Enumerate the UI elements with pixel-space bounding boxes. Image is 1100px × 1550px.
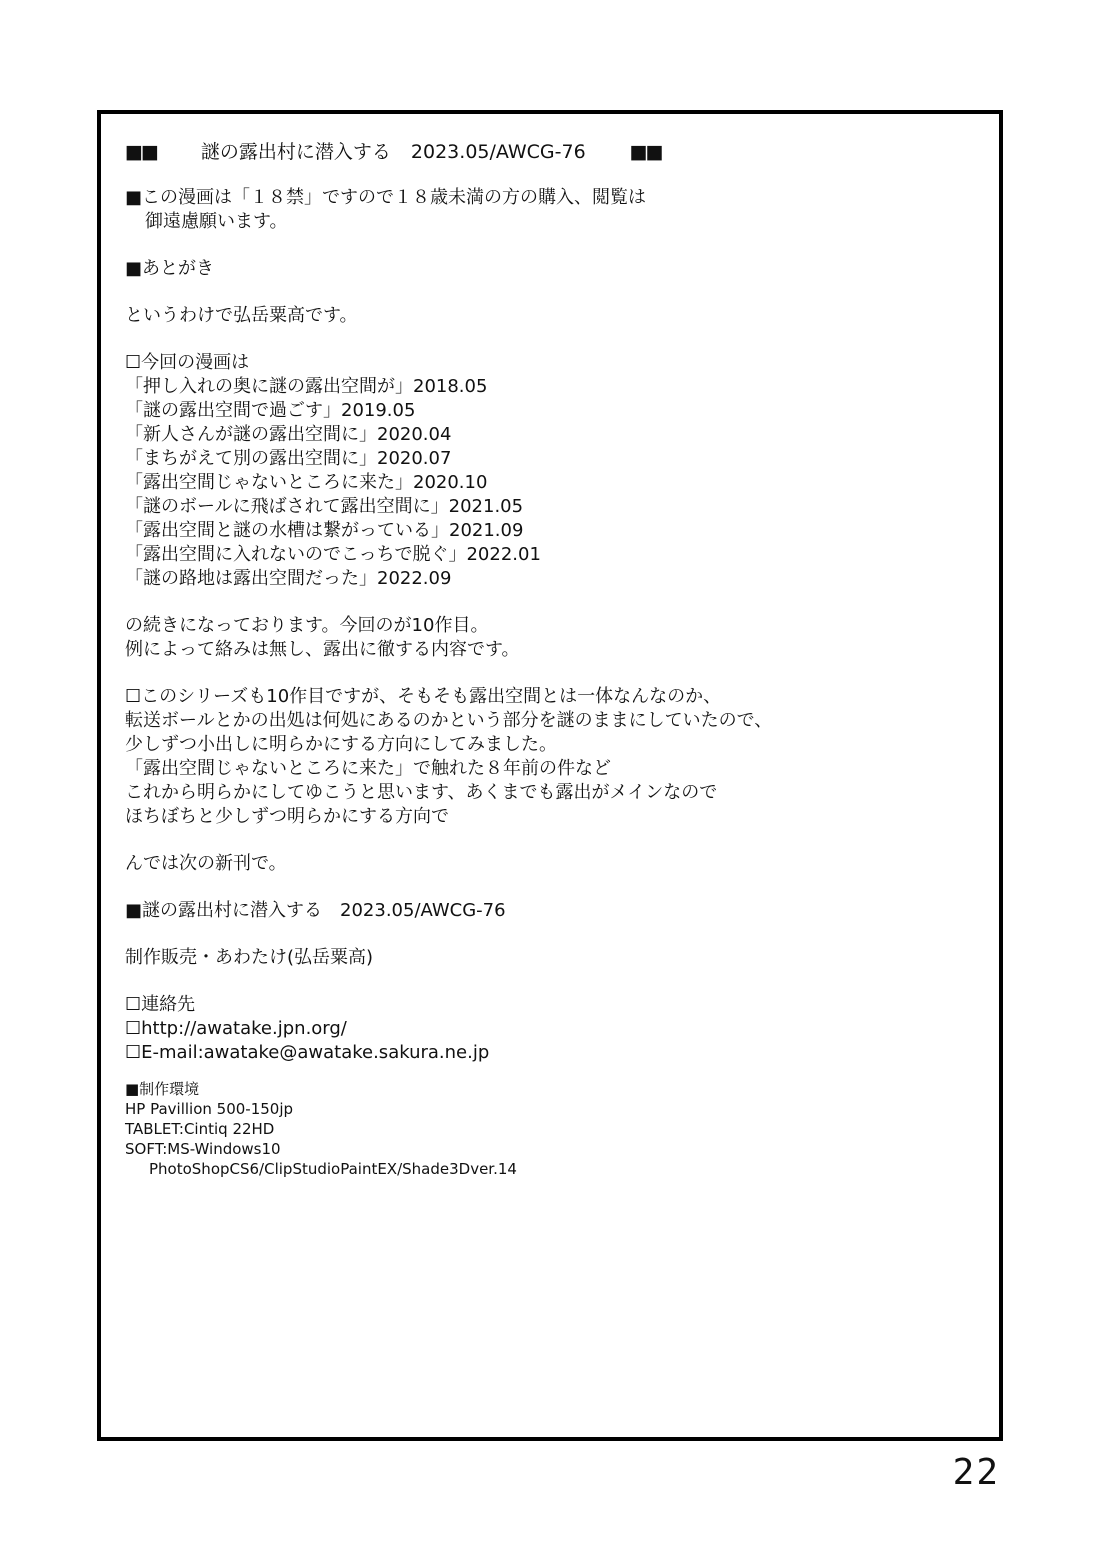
paragraph-line: ☐このシリーズも10作目ですが、そもそも露出空間とは一体なんなのか、	[125, 686, 722, 707]
series-item: 「露出空間じゃないところに来た」2020.10	[125, 472, 488, 493]
afterword-content	[125, 138, 975, 1179]
header	[125, 138, 975, 166]
page-number: 22	[952, 1452, 1000, 1493]
series-item: 「謎の露出空間で過ごす」2019.05	[125, 400, 416, 421]
paragraph-line: ほちぼちと少しずつ明らかにする方向で	[125, 806, 449, 827]
afterword-intro: というわけで弘岳粟高です。	[125, 305, 358, 326]
environment-tablet: TABLET:Cintiq 22HD	[125, 1120, 275, 1138]
environment-pc: HP Pavillion 500-150jp	[125, 1100, 294, 1118]
environment-apps: PhotoShopCS6/ClipStudioPaintEX/Shade3Dver.14	[149, 1160, 517, 1178]
environment-heading: ■制作環境	[125, 1080, 200, 1098]
age-notice-line-2: 御遠慮願います。	[145, 211, 288, 232]
series-heading: ☐今回の漫画は	[125, 352, 250, 373]
contact-email: ☐E-mail:awatake@awatake.sakura.ne.jp	[125, 1042, 490, 1063]
series-item: 「謎のボールに飛ばされて露出空間に」2021.05	[125, 496, 524, 517]
continuation-line: の続きになっております。今回のが10作目。	[125, 615, 489, 636]
environment-soft: SOFT:MS-Windows10	[125, 1140, 281, 1158]
closing-line: んでは次の新刊で。	[125, 853, 287, 874]
paragraph-line: これから明らかにしてゆこうと思います、あくまでも露出がメインなので	[125, 782, 718, 803]
series-item: 「露出空間と謎の水槽は繋がっている」2021.09	[125, 520, 524, 541]
environment-block	[125, 1079, 975, 1179]
page-frame	[97, 110, 1003, 1441]
header-mark-left: ■■	[125, 141, 157, 163]
contact-heading: ☐連絡先	[125, 994, 196, 1015]
paragraph-line: 「露出空間じゃないところに来た」で触れた８年前の件など	[125, 758, 611, 779]
paragraph-line: 転送ボールとかの出処は何処にあるのかという部分を謎のままにしていたので、	[125, 710, 773, 731]
contact-url: ☐http://awatake.jpn.org/	[125, 1018, 347, 1039]
series-item: 「謎の路地は露出空間だった」2022.09	[125, 568, 452, 589]
series-item: 「まちがえて別の露出空間に」2020.07	[125, 448, 452, 469]
header-code: 2023.05/AWCG-76	[410, 141, 586, 163]
paragraph-line: 少しずつ小出しに明らかにする方向にしてみました。	[125, 734, 557, 755]
series-item: 「新人さんが謎の露出空間に」2020.04	[125, 424, 452, 445]
age-notice-line-1: ■この漫画は「１８禁」ですので１８歳未満の方の購入、閲覧は	[125, 187, 647, 208]
publisher: 制作販売・あわたけ(弘岳粟高)	[125, 947, 374, 968]
colophon-title: ■謎の露出村に潜入する 2023.05/AWCG-76	[125, 900, 506, 921]
series-item: 「押し入れの奥に謎の露出空間が」2018.05	[125, 376, 488, 397]
continuation-line: 例によって絡みは無し、露出に徹する内容です。	[125, 639, 520, 660]
header-mark-right: ■■	[629, 141, 662, 163]
header-title: 謎の露出村に潜入する	[200, 141, 391, 163]
afterword-heading: ■あとがき	[125, 258, 215, 279]
series-item: 「露出空間に入れないのでこっちで脱ぐ」2022.01	[125, 544, 541, 565]
